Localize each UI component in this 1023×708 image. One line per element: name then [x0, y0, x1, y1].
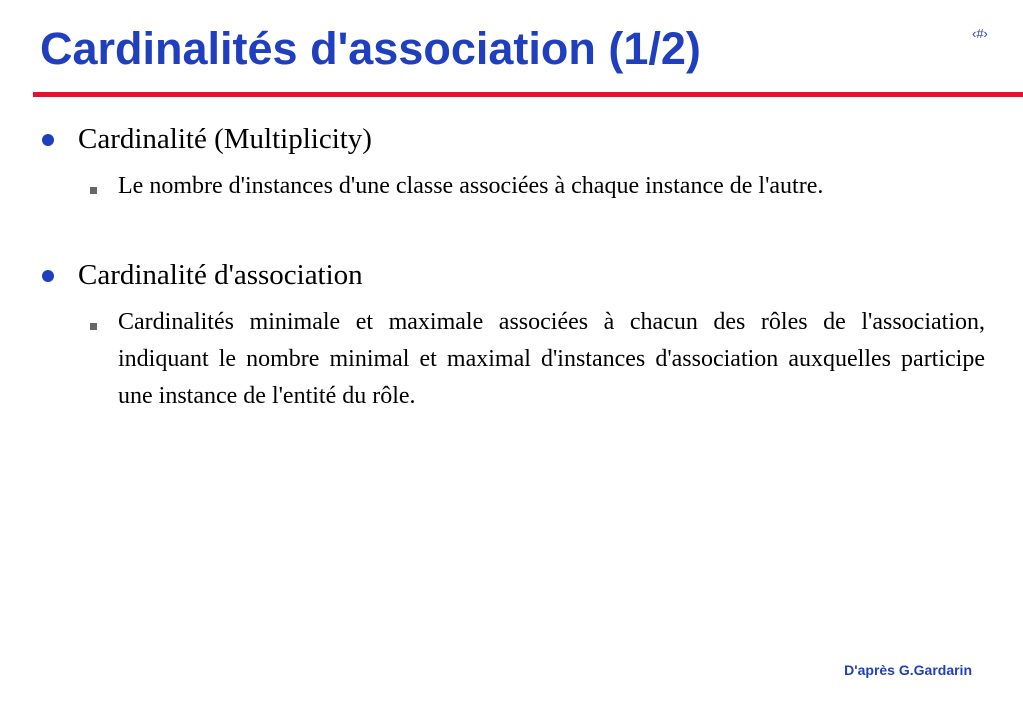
sub-bullet-square-icon: [90, 323, 97, 330]
slide-number: ‹#›: [972, 26, 988, 41]
title-divider: [33, 92, 1023, 97]
slide-title: Cardinalités d'association (1/2): [40, 23, 701, 74]
sub-bullet-text: Cardinalités minimale et maximale associées à chacun des rôles de l'association, indiquant le nombre minimal et maximal d'instances d'association auxquelles participe une instance de l'entité du rôle.: [118, 309, 985, 409]
bullet-dot-icon: [42, 270, 54, 282]
sub-bullet-item: [88, 304, 985, 415]
footer-credit: D'après G.Gardarin: [844, 662, 972, 678]
bullet-dot-icon: [42, 134, 54, 146]
sub-bullet-text: Le nombre d'instances d'une classe associées à chaque instance de l'autre.: [118, 173, 824, 199]
bullet-text: Cardinalité d'association: [78, 259, 363, 291]
bullet-text: Cardinalité (Multiplicity): [78, 123, 372, 155]
sub-bullet-item: [88, 168, 985, 205]
sub-bullet-square-icon: [90, 187, 97, 194]
